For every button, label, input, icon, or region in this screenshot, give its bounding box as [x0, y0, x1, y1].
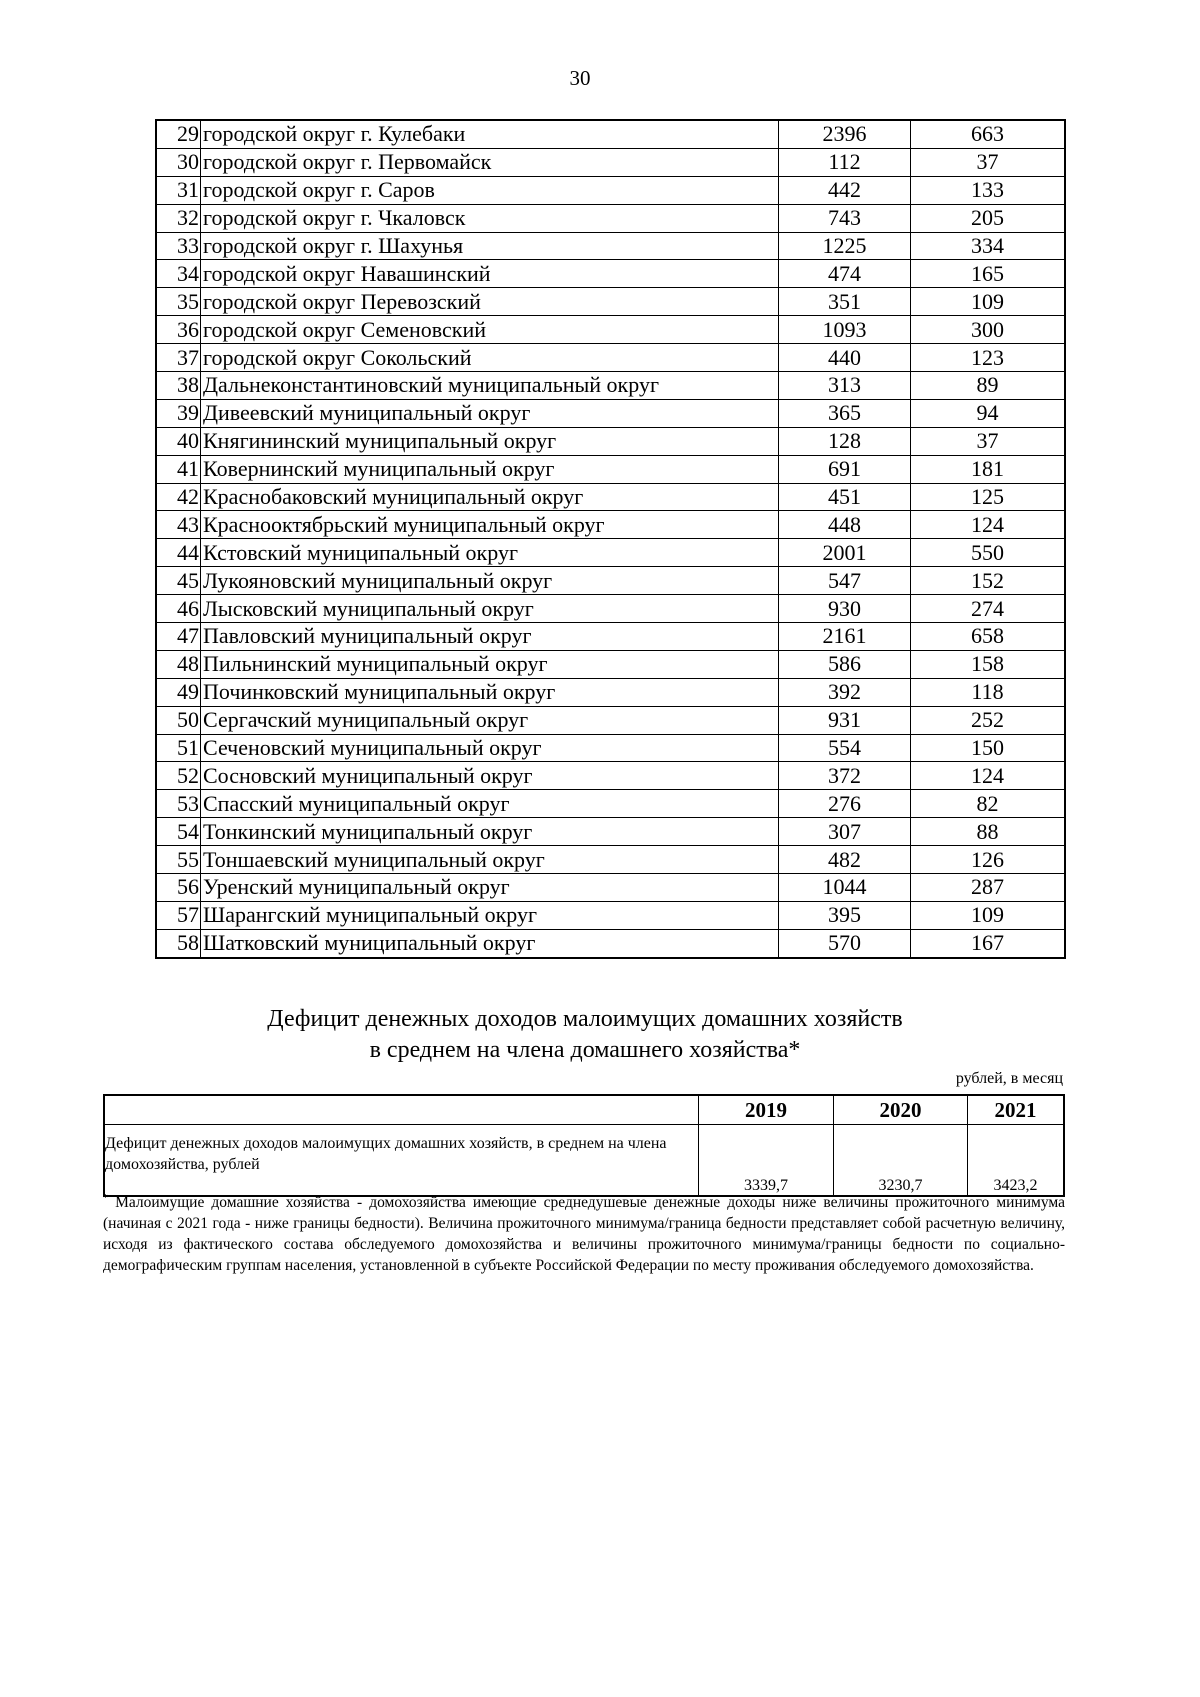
row-number: 45	[156, 567, 201, 595]
value-col1: 372	[779, 762, 911, 790]
row-number: 29	[156, 120, 201, 148]
table-row	[104, 1125, 1064, 1197]
value-col2: 300	[911, 316, 1066, 344]
table-row	[156, 623, 1065, 651]
value-col1: 307	[779, 818, 911, 846]
table-row	[156, 762, 1065, 790]
value-col2: 89	[911, 372, 1066, 400]
district-name: городской округ Семеновский	[201, 316, 779, 344]
value-col2: 109	[911, 288, 1066, 316]
table-row	[156, 399, 1065, 427]
value-col1: 554	[779, 734, 911, 762]
value-col2: 123	[911, 344, 1066, 372]
value-col2: 550	[911, 539, 1066, 567]
row-number: 35	[156, 288, 201, 316]
row-number: 39	[156, 399, 201, 427]
district-name: городской округ г. Первомайск	[201, 148, 779, 176]
district-name: Ковернинский муниципальный округ	[201, 455, 779, 483]
district-name: Починковский муниципальный округ	[201, 678, 779, 706]
row-number: 44	[156, 539, 201, 567]
district-name: Сосновский муниципальный округ	[201, 762, 779, 790]
district-name: Кстовский муниципальный округ	[201, 539, 779, 567]
table-row	[156, 874, 1065, 902]
footnote-mark: *	[103, 1193, 108, 1204]
value-col1: 570	[779, 929, 911, 957]
district-name: городской округ г. Шахунья	[201, 232, 779, 260]
row-number: 52	[156, 762, 201, 790]
value-2020: 3230,7	[834, 1125, 968, 1197]
value-col2: 663	[911, 120, 1066, 148]
table-row	[156, 232, 1065, 260]
header-row	[104, 1095, 1064, 1125]
row-number: 57	[156, 901, 201, 929]
row-number: 36	[156, 316, 201, 344]
table-row	[156, 595, 1065, 623]
value-col1: 448	[779, 511, 911, 539]
row-number: 43	[156, 511, 201, 539]
row-number: 38	[156, 372, 201, 400]
row-number: 49	[156, 678, 201, 706]
district-name: Краснооктябрьский муниципальный округ	[201, 511, 779, 539]
district-name: Сергачский муниципальный округ	[201, 706, 779, 734]
value-col2: 126	[911, 846, 1066, 874]
value-col1: 2161	[779, 623, 911, 651]
value-col1: 392	[779, 678, 911, 706]
municipal-table	[155, 119, 1066, 959]
table-row	[156, 650, 1065, 678]
row-number: 32	[156, 204, 201, 232]
table-row	[156, 511, 1065, 539]
value-col1: 128	[779, 427, 911, 455]
district-name: Павловский муниципальный округ	[201, 623, 779, 651]
value-col1: 1225	[779, 232, 911, 260]
header-2019: 2019	[699, 1095, 834, 1125]
district-name: городской округ Сокольский	[201, 344, 779, 372]
row-number: 58	[156, 929, 201, 957]
district-name: Краснобаковский муниципальный округ	[201, 483, 779, 511]
value-col2: 334	[911, 232, 1066, 260]
district-name: Сеченовский муниципальный округ	[201, 734, 779, 762]
district-name: Лысковский муниципальный округ	[201, 595, 779, 623]
row-number: 41	[156, 455, 201, 483]
value-col2: 150	[911, 734, 1066, 762]
row-number: 42	[156, 483, 201, 511]
units-label: рублей, в месяц	[955, 1070, 1063, 1087]
row-number: 37	[156, 344, 201, 372]
district-name: городской округ Перевозский	[201, 288, 779, 316]
value-col2: 167	[911, 929, 1066, 957]
row-number: 34	[156, 260, 201, 288]
value-col1: 547	[779, 567, 911, 595]
footnote	[103, 1188, 1065, 1276]
value-col1: 2396	[779, 120, 911, 148]
header-2020: 2020	[834, 1095, 968, 1125]
district-name: городской округ г. Саров	[201, 176, 779, 204]
header-2021: 2021	[968, 1095, 1065, 1125]
district-name: Дальнеконстантиновский муниципальный округ	[201, 372, 779, 400]
district-name: Шатковский муниципальный округ	[201, 929, 779, 957]
table-row	[156, 316, 1065, 344]
value-col2: 37	[911, 427, 1066, 455]
district-name: Уренский муниципальный округ	[201, 874, 779, 902]
table-row	[156, 260, 1065, 288]
value-2019: 3339,7	[699, 1125, 834, 1197]
row-number: 51	[156, 734, 201, 762]
value-col2: 205	[911, 204, 1066, 232]
row-number: 53	[156, 790, 201, 818]
value-col2: 181	[911, 455, 1066, 483]
value-col1: 743	[779, 204, 911, 232]
row-number: 55	[156, 846, 201, 874]
value-col2: 158	[911, 650, 1066, 678]
value-2021: 3423,2	[968, 1125, 1065, 1197]
value-col2: 125	[911, 483, 1066, 511]
row-number: 50	[156, 706, 201, 734]
district-name: городской округ г. Чкаловск	[201, 204, 779, 232]
table-row	[156, 483, 1065, 511]
table-row	[156, 204, 1065, 232]
page-number: 30	[569, 66, 591, 90]
value-col1: 931	[779, 706, 911, 734]
value-col1: 313	[779, 372, 911, 400]
header-empty	[104, 1095, 699, 1125]
table-row	[156, 120, 1065, 148]
value-col1: 691	[779, 455, 911, 483]
district-name: Дивеевский муниципальный округ	[201, 399, 779, 427]
value-col2: 37	[911, 148, 1066, 176]
value-col1: 365	[779, 399, 911, 427]
table-row	[156, 706, 1065, 734]
table-row	[156, 455, 1065, 483]
district-name: Спасский муниципальный округ	[201, 790, 779, 818]
table-row	[156, 427, 1065, 455]
value-col1: 351	[779, 288, 911, 316]
table-row	[156, 734, 1065, 762]
value-col2: 252	[911, 706, 1066, 734]
value-col1: 474	[779, 260, 911, 288]
row-number: 47	[156, 623, 201, 651]
table-row	[156, 929, 1065, 957]
value-col2: 109	[911, 901, 1066, 929]
section-title-line2: в среднем на члена домашнего хозяйства*	[369, 1037, 801, 1063]
value-col2: 287	[911, 874, 1066, 902]
value-col2: 133	[911, 176, 1066, 204]
value-col1: 276	[779, 790, 911, 818]
footnote-text: Малоимущие домашние хозяйства - домохозяйства имеющие среднедушевые денежные доходы ниже величины прожиточного минимума (начиная с 2021 года - ниже границы бедности). Величина прожиточного минимума/граница бедности представляет собой расчетную величину, исходя из фактического состава обследуемого домохозяйства и величины прожиточного минимума/границы бедности по социально-демографическим группам населения, установленной в субъекте Российской Федерации по месту проживания обследуемого домохозяйства.	[103, 1194, 1065, 1275]
value-col1: 451	[779, 483, 911, 511]
value-col2: 124	[911, 511, 1066, 539]
value-col2: 118	[911, 678, 1066, 706]
value-col1: 442	[779, 176, 911, 204]
value-col1: 2001	[779, 539, 911, 567]
value-col1: 112	[779, 148, 911, 176]
table-row	[156, 176, 1065, 204]
table-row	[156, 901, 1065, 929]
table-row	[156, 567, 1065, 595]
district-name: Пильнинский муниципальный округ	[201, 650, 779, 678]
row-number: 33	[156, 232, 201, 260]
row-number: 56	[156, 874, 201, 902]
table-row	[156, 148, 1065, 176]
table-row	[156, 539, 1065, 567]
row-label: Дефицит денежных доходов малоимущих домашних хозяйств, в среднем на члена домохозяйства, рублей	[104, 1125, 699, 1197]
value-col2: 94	[911, 399, 1066, 427]
district-name: городской округ г. Кулебаки	[201, 120, 779, 148]
row-number: 31	[156, 176, 201, 204]
value-col1: 930	[779, 595, 911, 623]
row-number: 48	[156, 650, 201, 678]
row-number: 46	[156, 595, 201, 623]
value-col1: 440	[779, 344, 911, 372]
table-row	[156, 344, 1065, 372]
section-title-line1: Дефицит денежных доходов малоимущих домашних хозяйств	[267, 1006, 903, 1032]
table-row	[156, 790, 1065, 818]
value-col2: 274	[911, 595, 1066, 623]
table-row	[156, 288, 1065, 316]
value-col1: 1093	[779, 316, 911, 344]
table-row	[156, 818, 1065, 846]
value-col2: 82	[911, 790, 1066, 818]
table-row	[156, 678, 1065, 706]
row-number: 40	[156, 427, 201, 455]
value-col2: 88	[911, 818, 1066, 846]
value-col1: 1044	[779, 874, 911, 902]
value-col1: 586	[779, 650, 911, 678]
district-name: Тонкинский муниципальный округ	[201, 818, 779, 846]
value-col2: 658	[911, 623, 1066, 651]
value-col2: 124	[911, 762, 1066, 790]
value-col1: 395	[779, 901, 911, 929]
row-number: 30	[156, 148, 201, 176]
table-row	[156, 372, 1065, 400]
value-col2: 152	[911, 567, 1066, 595]
district-name: Лукояновский муниципальный округ	[201, 567, 779, 595]
district-name: Тоншаевский муниципальный округ	[201, 846, 779, 874]
value-col2: 165	[911, 260, 1066, 288]
section-title	[0, 1004, 1170, 1066]
deficit-table	[103, 1094, 1065, 1197]
district-name: Княгининский муниципальный округ	[201, 427, 779, 455]
table-row	[156, 846, 1065, 874]
district-name: Шарангский муниципальный округ	[201, 901, 779, 929]
value-col1: 482	[779, 846, 911, 874]
district-name: городской округ Навашинский	[201, 260, 779, 288]
row-number: 54	[156, 818, 201, 846]
